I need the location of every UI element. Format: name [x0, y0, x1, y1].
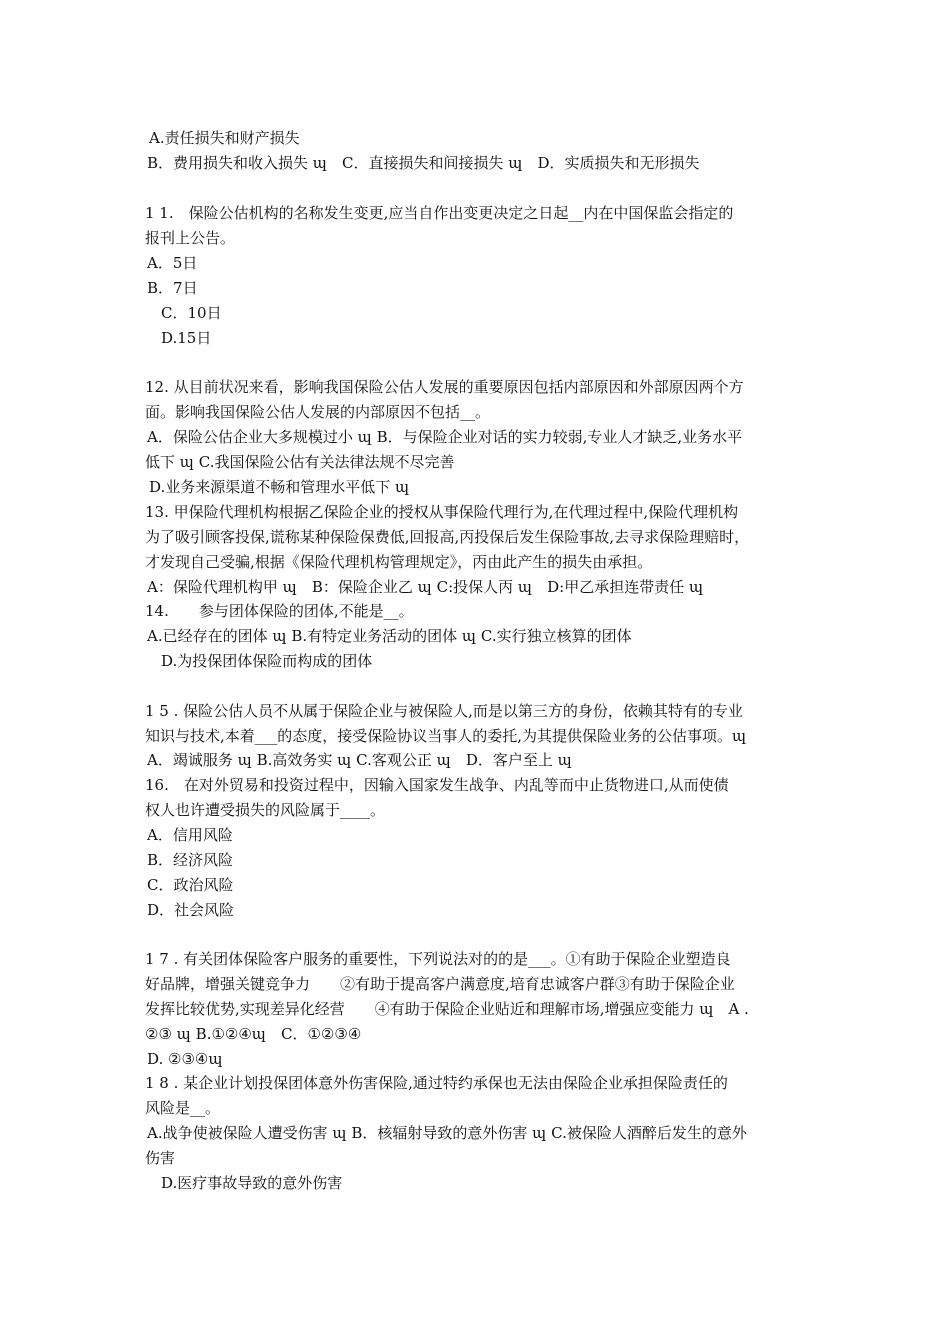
options-line: A.战争使被保险人遭受伤害 ɰ B．核辐射导致的意外伤害 ɰ C.被保险人酒醉后发生的意外	[147, 1124, 747, 1142]
options-line: A．竭诚服务 ɰ B.高效务实 ɰ C.客观公正 ɰ D．客户至上 ɰ	[147, 751, 572, 769]
question-18-line-2: 风险是__。	[145, 1099, 221, 1117]
option-a: A．5日	[147, 254, 198, 272]
question-18-line-1: 1 8 . 某企业计划投保团体意外伤害保险,通过特约承保也无法由保险企业承担保险责任的	[145, 1074, 728, 1092]
question-17-line-1: 1 7 . 有关团体保险客户服务的重要性，下列说法对的的是___。①有助于保险企业塑造良	[145, 950, 731, 968]
option-c: C．10日	[161, 304, 222, 322]
question-16-line-1: 16. 在对外贸易和投资过程中，因输入国家发生战争、内乱等而中止货物进口,从而使债	[145, 776, 729, 794]
question-11-line-2: 报刊上公告。	[145, 229, 236, 247]
options-line: 伤害	[145, 1149, 176, 1167]
option-d: D.15日	[161, 329, 212, 347]
question-13-line-3: 才发现自己受骗,根据《保险代理机构管理规定》，丙由此产生的损失由承担。	[145, 553, 653, 571]
question-17-line-3: 发挥比较优势,实现差异化经营 ④有助于保险企业贴近和理解市场,增强应变能力 ɰ A .	[145, 1000, 749, 1018]
options-line: ②③ ɰ B.①②④ɰ C．①②③④	[145, 1025, 362, 1043]
options-line: A：保险代理机构甲 ɰ B：保险企业乙 ɰ C:投保人丙 ɰ D:甲乙承担连带责任 ɰ	[147, 578, 704, 596]
question-15-line-2: 知识与技术,本着___的态度，接受保险协议当事人的委托,为其提供保险业务的公估事项。ɰ	[145, 727, 747, 745]
option-a: A．信用风险	[147, 826, 233, 844]
option-b: B．经济风险	[147, 851, 234, 869]
question-13-line-1: 13. 甲保险代理机构根据乙保险企业的授权从事保险代理行为,在代理过程中,保险代理机构	[145, 503, 739, 521]
option-d: D．社会风险	[147, 901, 235, 919]
option-d: D.医疗事故导致的意外伤害	[161, 1174, 343, 1192]
option-d: D.为投保团体保险而构成的团体	[161, 652, 373, 670]
option-d: D. ②③④ɰ	[147, 1050, 223, 1068]
option-c: C．政治风险	[147, 876, 234, 894]
question-15-line-1: 1 5 . 保险公估人员不从属于保险企业与被保险人,而是以第三方的身份，依赖其特有的专业	[145, 702, 743, 720]
option-b: B．7日	[147, 279, 198, 297]
question-14: 14. 参与团体保险的团体,不能是__。	[145, 602, 414, 620]
text-line: B．费用损失和收入损失 ɰ C．直接损失和间接损失 ɰ D．实质损失和无形损失	[147, 154, 700, 172]
text-line: A.责任损失和财产损失	[149, 129, 300, 147]
question-12-line-1: 12. 从目前状况来看，影响我国保险公估人发展的重要原因包括内部原因和外部原因两个方	[145, 378, 744, 396]
option-d: D.业务来源渠道不畅和管理水平低下 ɰ	[149, 478, 410, 496]
question-13-line-2: 为了吸引顾客投保,谎称某种保险保费低,回报高,丙投保后发生保险事故,去寻求保险理赔时，	[145, 528, 750, 546]
question-12-line-2: 面。影响我国保险公估人发展的内部原因不包括__。	[145, 403, 491, 421]
question-16-line-2: 权人也许遭受损失的风险属于____。	[145, 801, 386, 819]
options-line: A．保险公估企业大多规模过小 ɰ B．与保险企业对话的实力较弱,专业人才缺乏,业务水平	[147, 428, 743, 446]
question-17-line-2: 好品牌，增强关键竞争力 ②有助于提高客户满意度,培育忠诚客户群③有助于保险企业	[145, 975, 735, 993]
question-11-line-1: 1 1. 保险公估机构的名称发生变更,应当自作出变更决定之日起__内在中国保监会指定的	[145, 204, 734, 222]
options-line: 低下 ɰ C.我国保险公估有关法律法规不尽完善	[145, 453, 455, 471]
options-line: A.已经存在的团体 ɰ B.有特定业务活动的团体 ɰ C.实行独立核算的团体	[147, 627, 632, 645]
